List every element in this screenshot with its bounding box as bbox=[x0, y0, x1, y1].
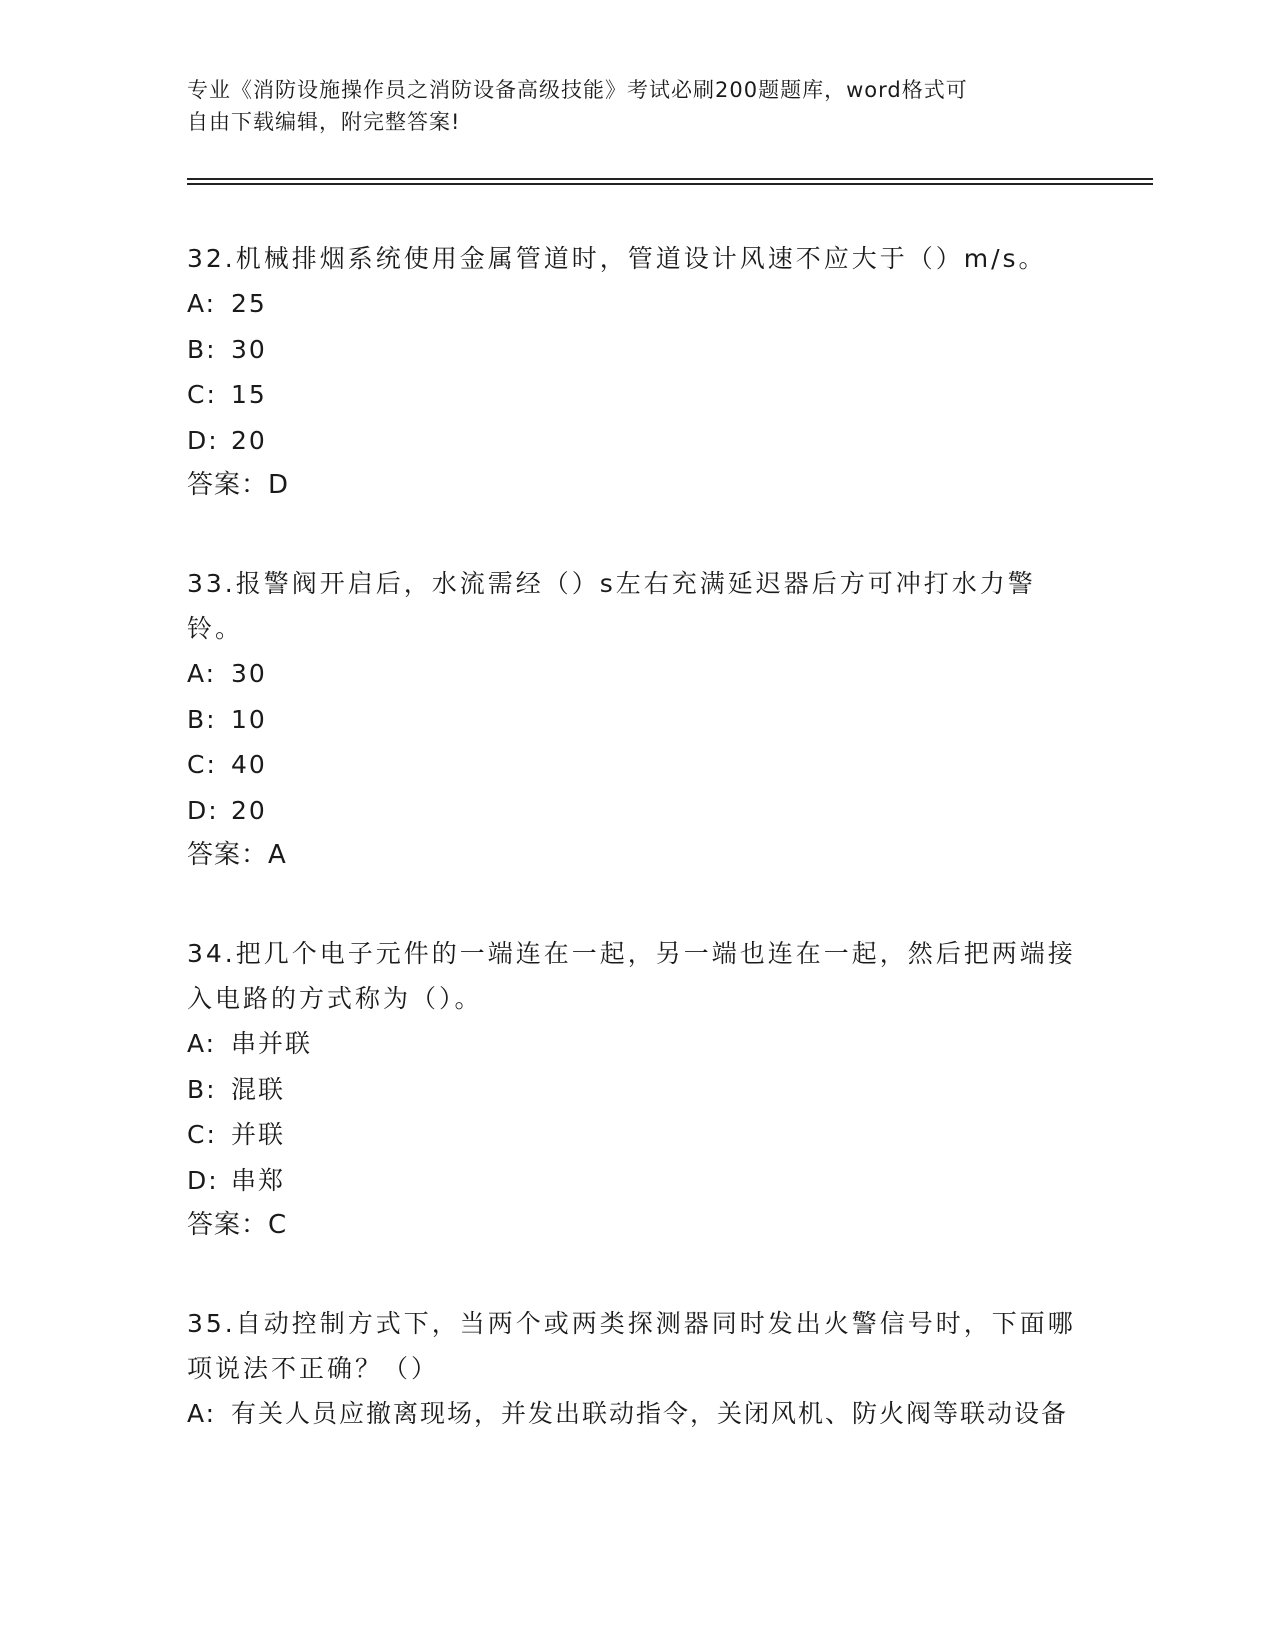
question-33 bbox=[187, 561, 1087, 878]
option-value: 15 bbox=[231, 380, 267, 409]
header-line-2: 自由下载编辑，附完整答案! bbox=[187, 110, 461, 134]
option-d bbox=[187, 1158, 1087, 1204]
answer-value: A bbox=[268, 840, 287, 870]
option-key: C: bbox=[187, 380, 217, 409]
option-b bbox=[187, 697, 1087, 743]
option-key: D: bbox=[187, 425, 219, 455]
option-value: 30 bbox=[231, 334, 267, 364]
option-key: A: bbox=[187, 1399, 217, 1428]
header-divider-top bbox=[187, 178, 1153, 180]
question-35 bbox=[187, 1301, 1087, 1437]
answer-line bbox=[187, 463, 1087, 508]
option-d bbox=[187, 788, 1087, 834]
option-a bbox=[187, 1391, 1087, 1437]
option-value: 混联 bbox=[231, 1074, 286, 1104]
question-34 bbox=[187, 931, 1087, 1248]
question-text: 35.自动控制方式下，当两个或两类探测器同时发出火警信号时，下面哪项说法不正确？（） bbox=[187, 1309, 1076, 1383]
answer-label: 答案： bbox=[187, 840, 269, 870]
option-key: D: bbox=[187, 795, 219, 825]
option-value: 30 bbox=[231, 659, 267, 688]
question-32 bbox=[187, 236, 1087, 508]
option-key: B: bbox=[187, 704, 217, 734]
option-key: A: bbox=[187, 1029, 217, 1058]
option-value: 串郑 bbox=[231, 1165, 286, 1195]
option-c bbox=[187, 1112, 1087, 1158]
option-b bbox=[187, 1067, 1087, 1113]
answer-line bbox=[187, 833, 1087, 878]
option-value: 有关人员应撤离现场，并发出联动指令，关闭风机、防火阀等联动设备 bbox=[231, 1399, 1069, 1428]
option-key: C: bbox=[187, 1120, 217, 1149]
document-header bbox=[187, 74, 1067, 138]
option-value: 25 bbox=[231, 289, 267, 318]
answer-label: 答案： bbox=[187, 1210, 269, 1240]
option-key: D: bbox=[187, 1165, 219, 1195]
option-key: A: bbox=[187, 659, 217, 688]
option-b bbox=[187, 327, 1087, 373]
option-value: 20 bbox=[231, 795, 267, 825]
option-d bbox=[187, 418, 1087, 464]
answer-label: 答案： bbox=[187, 470, 269, 500]
option-value: 40 bbox=[231, 750, 267, 779]
question-text: 33.报警阀开启后，水流需经（）s左右充满延迟器后方可冲打水力警铃。 bbox=[187, 569, 1036, 643]
question-text: 32.机械排烟系统使用金属管道时，管道设计风速不应大于（）m/s。 bbox=[187, 244, 1047, 273]
question-text: 34.把几个电子元件的一端连在一起，另一端也连在一起，然后把两端接入电路的方式称为（）。 bbox=[187, 939, 1076, 1013]
option-c bbox=[187, 372, 1087, 418]
option-key: A: bbox=[187, 289, 217, 318]
option-a bbox=[187, 651, 1087, 697]
answer-value: D bbox=[268, 470, 290, 500]
option-a bbox=[187, 1021, 1087, 1067]
option-key: B: bbox=[187, 334, 217, 364]
option-value: 20 bbox=[231, 425, 267, 455]
question-list bbox=[187, 236, 1087, 1490]
option-c bbox=[187, 742, 1087, 788]
answer-line bbox=[187, 1203, 1087, 1248]
answer-value: C bbox=[268, 1210, 288, 1240]
header-divider-bottom bbox=[187, 183, 1153, 185]
option-value: 串并联 bbox=[231, 1029, 313, 1058]
option-key: B: bbox=[187, 1074, 217, 1104]
header-line-1: 专业《消防设施操作员之消防设备高级技能》考试必刷200题题库，word格式可 bbox=[187, 78, 968, 102]
option-a bbox=[187, 281, 1087, 327]
option-value: 10 bbox=[231, 704, 267, 734]
option-value: 并联 bbox=[231, 1120, 286, 1149]
option-key: C: bbox=[187, 750, 217, 779]
